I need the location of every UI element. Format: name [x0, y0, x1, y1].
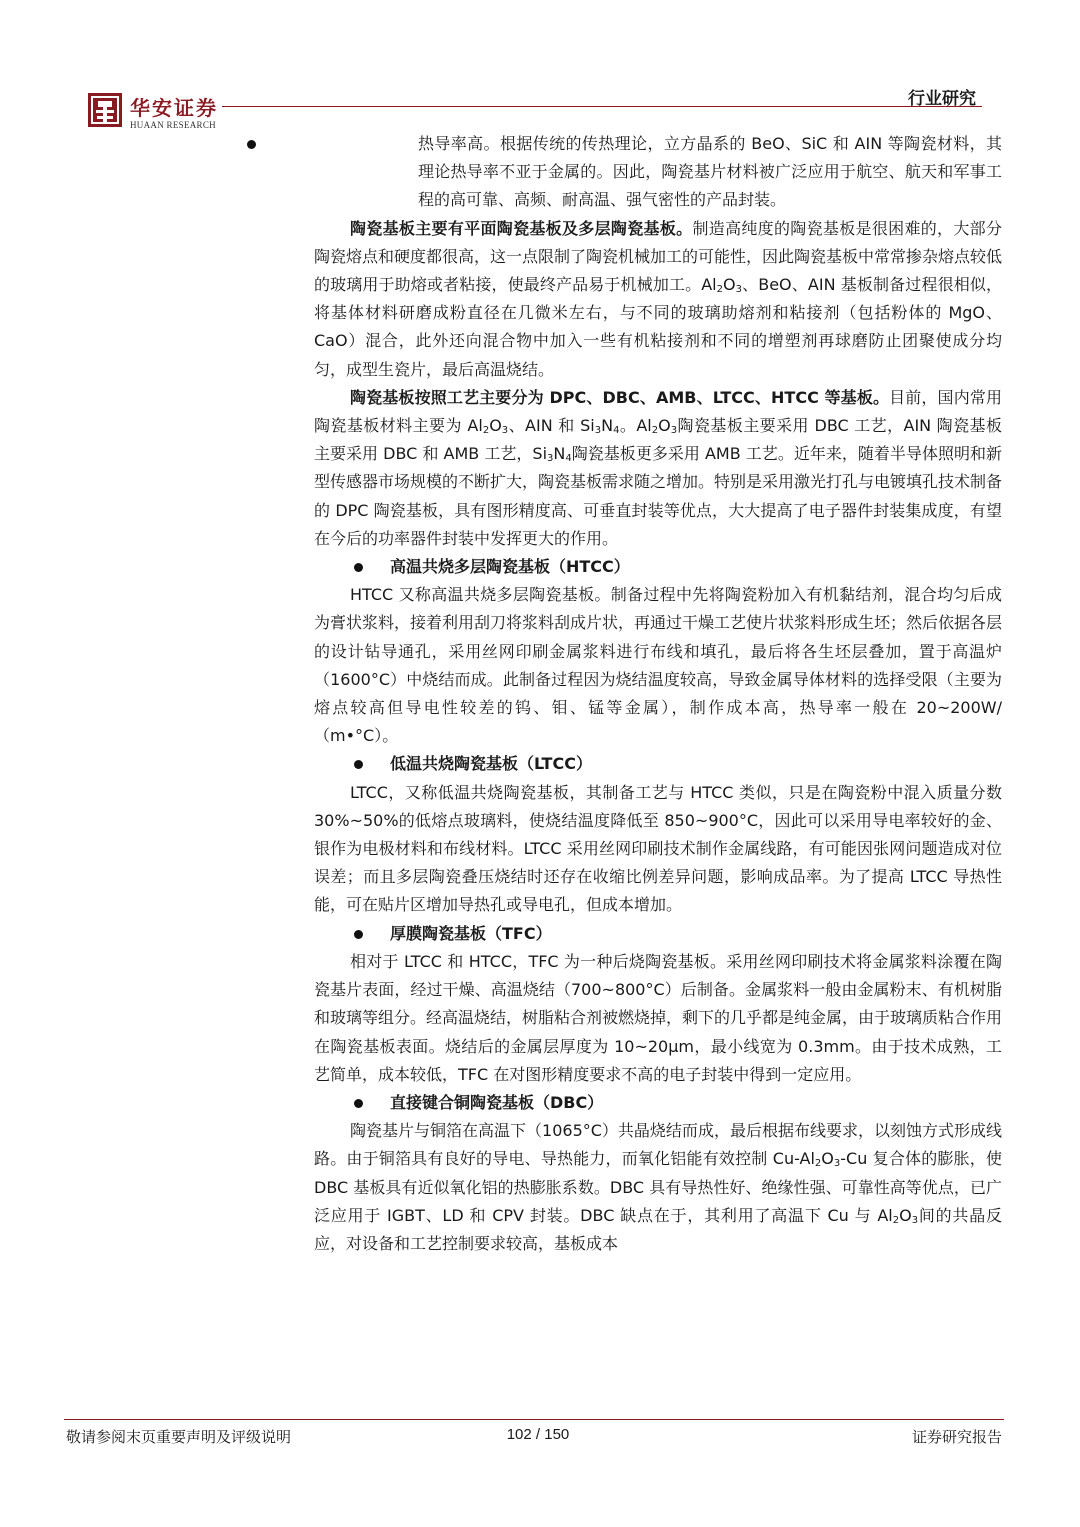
subscript: 2	[892, 1214, 900, 1226]
bullet-icon	[354, 563, 363, 572]
header-divider	[222, 106, 982, 107]
section-tag: 行业研究	[908, 89, 976, 109]
footer-divider	[64, 1419, 1004, 1420]
subscript: 4	[565, 453, 572, 465]
text-run: O	[658, 416, 671, 436]
subscript: 2	[716, 284, 723, 296]
subscript: 2	[814, 1158, 822, 1170]
text-run: O	[899, 1205, 912, 1225]
text-run: O	[821, 1149, 834, 1169]
text-run: 陶瓷基片与铜箔在高温下（1065°C）共晶烧结而成，最后根据布线要求，以刻蚀方式形成线路。由于铜箔具有良好的导电、导热能力，而氧化铝能有效控制 Cu-Al	[314, 1121, 1002, 1169]
paragraph-lead: 陶瓷基板主要有平面陶瓷基板及多层陶瓷基板。	[350, 218, 693, 238]
logo-english-name: HUAAN RESEARCH	[130, 120, 216, 130]
section-title-dbc	[314, 1089, 1002, 1117]
text-run: O	[723, 275, 736, 295]
text-run: 目前，国内常用陶瓷基板材料主要为 Al	[314, 387, 1002, 436]
logo-chinese-name: 华安证券	[130, 96, 218, 120]
section-title-htcc	[314, 553, 1002, 581]
section-title-tfc	[314, 920, 1002, 948]
bullet-icon	[354, 760, 363, 769]
subscript: 3	[594, 425, 602, 437]
text-run: 陶瓷基板更多采用 AMB 工艺。近年来，随着半导体照明和新型传感器市场规模的不断扩大，陶瓷基板需求随之增加。特别是采用激光打孔与电镀填孔技术制备的 DPC 陶瓷基板，具有图形精度高、可垂直封装等优点，大大提高了电子器件封装集成度，有望在今后的功率器件封装中发挥更大的作用。	[314, 444, 1003, 548]
subscript: 2	[651, 425, 659, 437]
footer-report-type: 证券研究报告	[911, 1428, 1002, 1446]
subscript: 3	[670, 425, 678, 437]
paragraph-ltcc: LTCC，又称低温共烧陶瓷基板，其制备工艺与 HTCC 类似，只是在陶瓷粉中混入质量分数 30%~50%的低熔点玻璃料，使烧结温度降低至 850~900°C，因此可以采用导电率较好的金、银作为电极材料和布线材料。LTCC 采用丝网印刷技术制作金属线路，有可能因张网问题造成对位误差；而且多层陶瓷叠压烧结时还存在收缩比例差异问题，影响成品率。为了提高 LTCC 导热性能，可在贴片区增加导热孔或导电孔，但成本增加。	[314, 782, 1002, 915]
page-header	[0, 0, 1080, 140]
text-run: 。Al	[619, 416, 652, 436]
paragraph-process-types	[314, 384, 1002, 553]
bullet-text: 热导率高。根据传统的传热理论，立方晶系的 BeO、SiC 和 AIN 等陶瓷材料，其理论热导率不亚于金属的。因此，陶瓷基片材料被广泛应用于航空、航天和军事工程的高可靠、高频、耐高温、强气密性的产品封装。	[418, 134, 1002, 210]
main-content	[314, 130, 1002, 1258]
page-number: 102 / 150	[506, 1426, 570, 1443]
text-run: 制造高纯度的陶瓷基板是很困难的，大部分陶瓷熔点和硬度都很高，这一点限制了陶瓷机械加工的可能性，因此陶瓷基板中常常掺杂熔点较低的玻璃用于助熔或者粘接，使最终产品易于机械加工。Al	[314, 218, 1003, 295]
bullet-icon	[354, 1099, 363, 1108]
subscript: 2	[482, 425, 490, 437]
text-run: N	[601, 416, 614, 436]
text-run: 陶瓷基板主要采用 DBC 工艺，AIN 陶瓷基板主要采用 DBC 和 AMB 工艺，Si	[314, 416, 1002, 464]
subscript: 3	[833, 1158, 841, 1170]
text-run: N	[553, 444, 566, 464]
section-title-text: 高温共烧多层陶瓷基板（HTCC）	[390, 557, 630, 577]
subscript: 3	[501, 425, 509, 437]
huaan-logo-icon	[88, 93, 122, 127]
subscript: 3	[735, 284, 742, 296]
footer-disclaimer: 敬请参阅末页重要声明及评级说明	[66, 1428, 292, 1446]
subscript: 4	[613, 425, 620, 437]
paragraph-htcc: HTCC 又称高温共烧多层陶瓷基板。制备过程中先将陶瓷粉加入有机黏结剂，混合均匀后成为膏状浆料，接着利用刮刀将浆料刮成片状，再通过干燥工艺使片状浆料形成生坯；然后依据各层的设计钻导通孔，采用丝网印刷金属浆料进行布线和填孔，最后将各生坯层叠加，置于高温炉（1600°C）中烧结而成。此制备过程因为烧结温度较高，导致金属导体材料的选择受限（主要为熔点较高但导电性较差的钨、钼、锰等金属），制作成本高，热导率一般在 20~200W/（m•°C）。	[314, 585, 1003, 746]
text-run: 、BeO、AIN 基板制备过程很相似，将基体材料研磨成粉直径在几微米左右，与不同的玻璃助熔剂和粘接剂（包括粉体的 MgO、CaO）混合，此外还向混合物中加入一些有机粘接剂和不同的增塑剂再球磨防止团聚使成分均匀，成型生瓷片，最后高温烧结。	[314, 275, 1002, 379]
section-title-ltcc	[314, 750, 1002, 778]
subscript: 3	[547, 453, 554, 465]
subscript: 3	[911, 1214, 919, 1226]
text-run: 间的共晶反应，对设备和工艺控制要求较高，基板成本	[314, 1205, 1002, 1253]
paragraph-tfc: 相对于 LTCC 和 HTCC，TFC 为一种后烧陶瓷基板。采用丝网印刷技术将金属浆料涂覆在陶瓷基片表面，经过干燥、高温烧结（700~800°C）后制备。金属浆料一般由金属粉末、有机树脂和玻璃等组分。经高温烧结，树脂粘合剂被燃烧掉，剩下的几乎都是纯金属，由于玻璃质粘合作用在陶瓷基板表面。烧结后的金属层厚度为 10~20μm，最小线宽为 0.3mm。由于技术成熟，工艺简单，成本较低，TFC 在对图形精度要求不高的电子封装中得到一定应用。	[314, 951, 1003, 1084]
text-run: -Cu 复合体的膨胀，使 DBC 基板具有近似氧化铝的热膨胀系数。DBC 具有导热性好、绝缘性强、可靠性高等优点，已广泛应用于 IGBT、LD 和 CPV 封装。DBC 缺点在于，其利用了高温下 Cu 与 Al	[314, 1149, 1002, 1225]
paragraph-dbc	[314, 1117, 1002, 1258]
bullet-thermal-conductivity	[210, 130, 1002, 215]
section-title-text: 厚膜陶瓷基板（TFC）	[390, 923, 552, 943]
section-title-text: 直接键合铜陶瓷基板（DBC）	[390, 1092, 604, 1112]
text-run: O	[489, 416, 502, 436]
bullet-icon	[354, 930, 363, 939]
paragraph-substrate-types	[314, 215, 1002, 384]
bullet-icon	[247, 140, 256, 149]
section-title-text: 低温共烧陶瓷基板（LTCC）	[390, 754, 592, 774]
text-run: 、AIN 和 Si	[508, 416, 595, 436]
paragraph-lead: 陶瓷基板按照工艺主要分为 DPC、DBC、AMB、LTCC、HTCC 等基板。	[350, 387, 890, 407]
